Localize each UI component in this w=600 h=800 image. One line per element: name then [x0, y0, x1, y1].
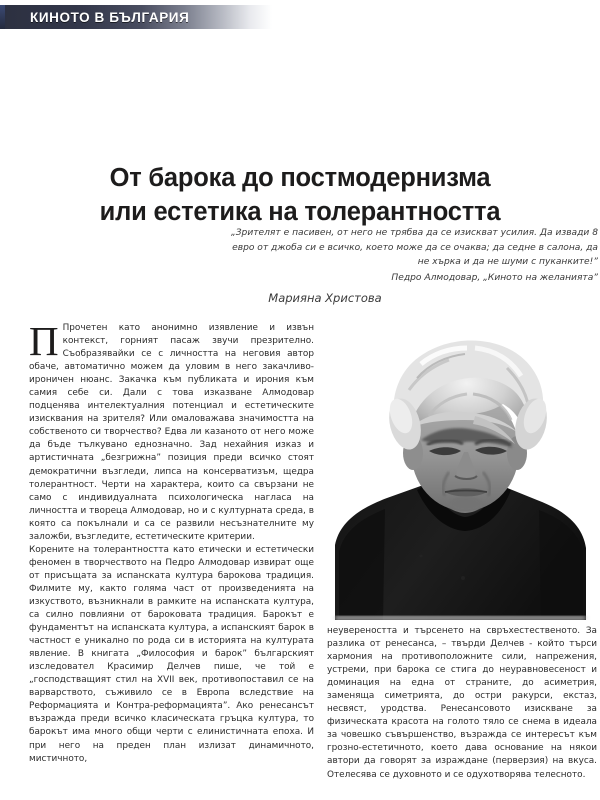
epigraph	[226, 226, 598, 286]
paragraph	[29, 544, 314, 766]
section-bar-left-accent	[0, 5, 5, 29]
body-column-left	[29, 322, 314, 796]
paragraph-text: Прочетен като анонимно изявление и извън контекст, горният пасаж звучи презрително. Съобразявайки се с личността на неговия автор обаче, автоматично можем да уловим в него закачливо-ироничен нюанс. Закачка към публиката и ирония към самия себе си. Дали с това изказване Алмодовар подценява интелектуалния потенциал и естетическите изисквания на зрителя? Или омаловажава значимостта на собственото си творчество? Едва ли казаното от него може да бъде тълкувано еднозначно. Зад нехайния изказ и артистичната „безгрижна” позиция преди всичко стоят демократични възгледи, липса на консерватизъм, щедра толерантност. Черти на характера, които са свързани не само с индивидуалната психологическа нагласа на личността и твореца Алмодовар, но и с културната среда, в която са покълнали и са се развили несъзнателните му заложби, възгледите, естетическите критерии.	[29, 323, 314, 542]
paragraph	[327, 625, 597, 782]
section-header-label: КИНОТО В БЪЛГАРИЯ	[30, 9, 190, 25]
article-title-line-2: или естетика на толерантността	[99, 197, 501, 226]
article-title	[30, 162, 570, 229]
paragraph-text: Корените на толерантността като етически и естетически феномен в творчеството на Педро Алмодовар извират още от присъщата за испанската култура барокова традиция. Филмите му, както голяма част от произведенията на изкуството, възникнали в рамките на испанската култура, са силно повлияни от бароковата традиция. Барокът е фундаментът на испанската култура, а испанският барок в частност е уникално по рода си в историята на културата явление. В книгата „Философия и барок” българският изследовател Красимир Делчев пише, че той е „господстващият стил на XVII век, противопоставил се на варварството, съживило се в Европа вследствие на Реформацията и Контра-реформацията”. Ако ренесансът възражда преди всичко класическата гръцка култура, то барокът има много общи черти с елинистичната епоха. И при него на преден план излизат динамичното, мистичното,	[29, 544, 314, 764]
drop-cap: П	[29, 322, 59, 364]
article-byline: Марияна Христова	[268, 291, 382, 305]
epigraph-source: Педро Алмодовар, „Киното на желанията”	[391, 273, 598, 284]
body-column-right	[327, 625, 597, 797]
portrait-photo-image	[325, 320, 597, 620]
paragraph-text: неувереността и търсенето на свръхестественото. За разлика от ренесанса, – твърди Делчев - който търси хармония на противоположните сили, напрежения, устреми, при барока се стига до неуравновесеност и доминация на една от страните, до асиметрия, заменяща симетрията, до остри ракурси, екстаз, несвяст, уродства. Ренесансовото изискване за физическата красота на голото тяло се снема в идеала за човешко съвършенство, възраждa се интересът към грозно-естетичното, което дава основание на някои автори да говорят за израждане (перверзия) на вкуса. Отелесява се духовното и се одухотворява телесното.	[327, 626, 597, 780]
paragraph	[29, 322, 314, 544]
section-header-bar	[0, 5, 272, 29]
epigraph-text: „Зрителят е пасивен, от него не трябва да се изискват усилия. Да извади 8 евро от джоба си е всичко, което може да се очаква; да седне в салона, да не хърка и да не шуми с пуканките!”	[231, 228, 598, 268]
portrait-photo	[325, 320, 597, 620]
article-title-line-1: От барока до постмодернизма	[109, 164, 491, 193]
